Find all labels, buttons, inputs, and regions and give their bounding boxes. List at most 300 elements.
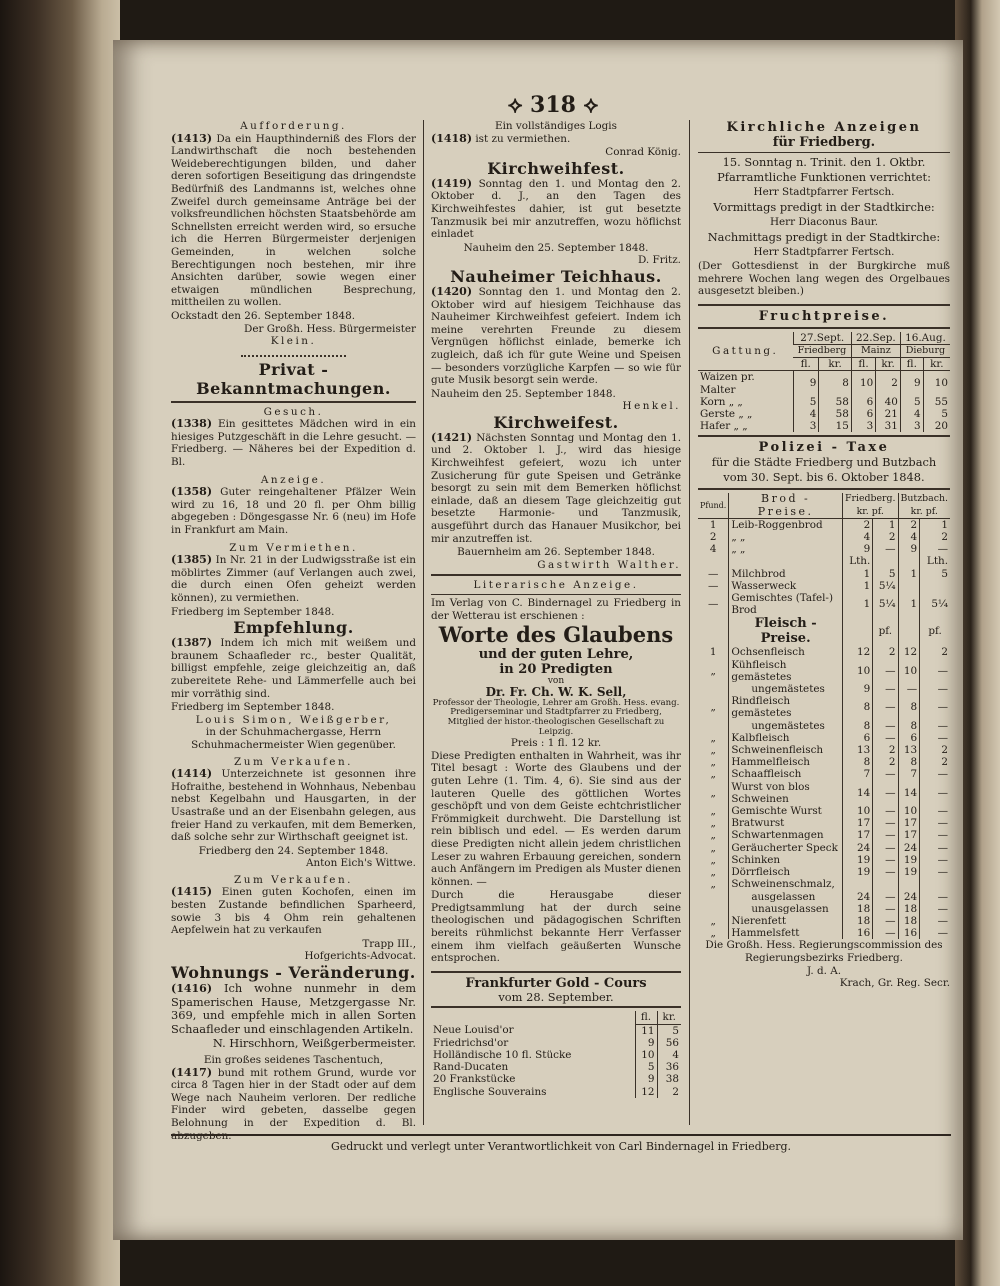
pfund-value: „ (710, 878, 716, 891)
page-number-text: 318 (530, 92, 576, 118)
ad-text: Da ein Haupthinderniß des Flors der Landwirthschaft die noch bestehenden Weideberechtigungen bilden, und daher deren sofortigen Beseitigung das dringendste Bedürfniß des Landmanns ist, welches ohne Zweifel durch gemeinsame Anträge bei der volksfreundlichen höchsten Staatsbehörde am Schnellsten erreicht werden wird, so ersuche ich die Herren Bürgermeister derjenigen Gemeinden, in welchen solche Berechtigungen noch bestehen, mir ihre Ansichten darüber, sowie wegen einer etwaigen mündlichen Besprechung, mittheilen zu wollen. (171, 132, 416, 309)
price-value: 2 (920, 531, 950, 543)
col-date-3: 16.Aug. (900, 332, 950, 345)
pfund-value: „ (710, 914, 716, 927)
pfund-value: 1 (709, 646, 717, 659)
price-value: 18 (842, 903, 872, 915)
privat-heading: Privat - Bekanntmachungen. (196, 359, 391, 398)
price-value: — (920, 854, 950, 866)
value-kr: 2 (657, 1086, 681, 1098)
col-unit: kr. pf. (856, 505, 884, 517)
col-gattung: Gattung. (698, 332, 793, 371)
price-value: — (873, 842, 898, 854)
table-row (698, 866, 950, 878)
coin-name: Holländische 10 fl. Stücke (433, 1049, 572, 1062)
pfund-value: — (707, 579, 719, 592)
table-row (698, 531, 950, 543)
price-value: 55 (923, 396, 950, 408)
price-value: 58 (819, 396, 851, 408)
price-value: 2 (873, 646, 898, 658)
ad-number: (1414) (171, 767, 213, 781)
ad-number: (1387) (171, 636, 213, 650)
price-value: 3 (851, 420, 875, 432)
table-row (698, 659, 950, 683)
price-value: 5 (923, 408, 950, 420)
price-value: 8 (898, 695, 920, 719)
ad-number: (1421) (431, 430, 473, 444)
price-value: 24 (842, 842, 872, 854)
pfund-value: 4 (709, 543, 717, 556)
price-value: 5 (873, 568, 898, 580)
bottom-rule (171, 1134, 951, 1136)
price-value: 5 (793, 396, 819, 408)
price-value: 10 (851, 371, 875, 396)
section-rule (171, 401, 416, 403)
table-row (698, 683, 950, 695)
price-value: 9 (842, 683, 872, 695)
coin-name: Friedrichsd'or (433, 1036, 509, 1049)
price-value: 3 (900, 420, 923, 432)
pfund-value: „ (710, 817, 716, 830)
empfehlung-heading: Empfehlung. (233, 618, 354, 638)
ad-number: (1417) (171, 1065, 213, 1079)
brod-heading: Brod - Preise. (729, 493, 843, 518)
table-row (698, 927, 950, 939)
value-fl: 11 (635, 1024, 657, 1037)
ad-number: (1338) (171, 417, 213, 431)
ad-text: Guter reingehaltener Pfälzer Wein wird zu 16, 18 und 20 fl. per Ohm billig abgegeben : Döngesgasse Nr. 6 (neu) im Hofe in Frankfurt am Main. (171, 486, 416, 537)
item-name: Leib-Roggenbrod (729, 518, 843, 531)
price-value: — (873, 695, 898, 719)
item-name: Schweinenschmalz, (729, 878, 843, 890)
price-value: 8 (842, 720, 872, 732)
price-value: — (873, 732, 898, 744)
price-value: — (920, 695, 950, 719)
price-value: 2 (920, 744, 950, 756)
column-1 (171, 120, 416, 1129)
price-value: — (873, 683, 898, 695)
price-value: — (920, 903, 950, 915)
signer: N. Hirschhorn, Weißgerbermeister. (212, 1036, 416, 1051)
grain-name: Gerste „ „ (700, 408, 753, 420)
place-date: Nauheim den 25. September 1848. (431, 387, 616, 400)
price-value (898, 580, 920, 592)
price-value: 14 (898, 781, 920, 805)
place-date: Friedberg im September 1848. (171, 701, 335, 714)
item-name: Bratwurst (729, 817, 843, 829)
col-unit: pf. (873, 616, 898, 646)
signer: Trapp III., (362, 937, 416, 950)
ad-text: Indem ich mich mit weißem und braunem Schaafleder rc., bester Qualität, billigst empfehle, zeige gleichzeitig an, daß zubereitete Rehe- und Lämmerfelle auch bei mir vorräthig sind. (171, 637, 416, 700)
price-value: 10 (898, 805, 920, 817)
coin-name: 20 Frankstücke (433, 1073, 516, 1086)
price-value: — (920, 891, 950, 903)
polizei-line: für die Städte Friedberg und Butzbach (711, 455, 937, 470)
ad-text: Ein gesittetes Mädchen wird in ein hiesiges Putzgeschäft in die Lehre gesucht. — Friedberg. — Näheres bei der Expedition d. Bl. (171, 418, 416, 469)
col-butzbach-label: Butzbach. (900, 493, 948, 505)
price-value: — (873, 854, 898, 866)
table-row (698, 592, 950, 616)
book-subtitle-2: in 20 Predigten (499, 662, 613, 678)
item-name (729, 555, 843, 567)
pfund-value (698, 555, 729, 567)
price-value: — (920, 720, 950, 732)
ad-text: Sonntag den 1. und Montag den 2. Oktober d. J., an den Tagen des Kirchweihfestes dahier, ist gut besetzte Tanzmusik bei mir anzutreffen, wozu höflichst einladet (431, 177, 681, 241)
price-value: 9 (793, 371, 819, 396)
price-value (873, 878, 898, 890)
table-row (431, 1073, 681, 1085)
price-value: 18 (842, 915, 872, 927)
price-value: 4 (898, 531, 920, 543)
kirchlich-line: Nachmittags predigt in der Stadtkirche: (707, 230, 941, 244)
ad-number: (1358) (171, 485, 213, 499)
price-value: 9 (900, 371, 923, 396)
price-value: — (920, 829, 950, 841)
table-row (698, 805, 950, 817)
ad-text: bund mit rothem Grund, wurde vor circa 8 Tagen hier in der Stadt oder auf dem Wege nach Nauheim verloren. Der redliche Finder wird gebeten, dasselbe gegen Belohnung in der Expedition d. Bl. (171, 1066, 416, 1129)
item-name: ungemästetes (729, 720, 843, 732)
pfund-value: „ (710, 829, 716, 842)
newspaper-page (113, 40, 963, 1240)
table-row (698, 842, 950, 854)
book-subtitle: und der guten Lehre, (478, 647, 634, 663)
signer: Louis Simon, Weißgerber, (195, 713, 392, 726)
pfund-value: — (707, 567, 719, 580)
price-value: 9 (842, 543, 872, 555)
price-value: 8 (842, 756, 872, 768)
teichhaus-heading: Nauheimer Teichhaus. (450, 266, 662, 286)
col-kr: kr. (819, 358, 851, 371)
price-value: — (920, 683, 950, 695)
col-fl: fl. (635, 1011, 657, 1024)
value-fl: 5 (635, 1061, 657, 1073)
signer: Conrad König. (605, 146, 681, 159)
price-value: 2 (920, 646, 950, 658)
price-value: — (920, 768, 950, 780)
price-value: 58 (819, 408, 851, 420)
ad-number: (1420) (431, 284, 473, 298)
col-date-1: 27.Sept. (793, 332, 851, 345)
kirchlich-person: Herr Diaconus Baur. (769, 216, 879, 228)
value-kr: 5 (657, 1024, 681, 1037)
item-name: Gemischtes (Tafel-) Brod (729, 592, 843, 616)
ad-text: Einen guten Kochofen, einen im besten Zustande befindlichen Sparheerd, sowie 3 bis 4 Ohm rein gehaltenen Aepfelwein hat zu verkaufen (171, 886, 416, 937)
verkaufen-heading: Zum Verkaufen. (234, 873, 353, 886)
item-name: Milchbrod (729, 568, 843, 580)
table-row (698, 420, 950, 432)
price-value: — (873, 927, 898, 939)
pfund-value: „ (710, 756, 716, 769)
price-value: 13 (898, 744, 920, 756)
item-name: Schinken (729, 854, 843, 866)
price-value: 2 (842, 518, 872, 531)
price-value: — (920, 915, 950, 927)
price-value: — (920, 543, 950, 555)
gold-heading: Frankfurter Gold - Cours (465, 975, 647, 991)
table-row (698, 756, 950, 768)
table-row (698, 768, 950, 780)
price-value: 2 (873, 531, 898, 543)
price-value: 5¹⁄₄ (873, 580, 898, 592)
ad-text: ist zu vermiethen. (475, 132, 571, 145)
price-value: 1 (898, 568, 920, 580)
price-value: 17 (842, 829, 872, 841)
price-value: 8 (842, 695, 872, 719)
value-kr: 4 (657, 1049, 681, 1061)
table-row (698, 744, 950, 756)
col-place-2: Mainz (851, 344, 900, 357)
price-value: 18 (898, 903, 920, 915)
price-value: — (920, 732, 950, 744)
price-value: 15 (819, 420, 851, 432)
table-row (698, 396, 950, 408)
place-date: Ockstadt den 26. September 1848. (171, 309, 356, 322)
coin-name: Englische Souverains (433, 1085, 547, 1098)
price-value: 18 (898, 915, 920, 927)
pfund-value: „ (710, 866, 716, 879)
pfund-value: „ (710, 805, 716, 818)
price-value: 17 (842, 817, 872, 829)
ad-1417 (171, 1067, 416, 1143)
ad-1416 (171, 982, 416, 1036)
kirchlich-note: (Der Gottesdienst in der Burgkirche muß mehrere Wochen lang wegen des Orgelbaues ausgesetzt bleiben.) (698, 260, 950, 298)
col-kr: kr. (657, 1011, 681, 1024)
col-fl: fl. (900, 358, 923, 371)
ad-text: Nächsten Sonntag und Montag den 1. und 2. Oktober l. J., wird das hiesige Kirchweihfest gefeiert, wozu ich unter Zusicherung für gute Speisen und Getränke besorgt zu sein mit dem Bemerken höflichst einlade, daß an diesem Tage gleichzeitig gut besetzte Harmonie- und Tanzmusik, ausgeführt durch das Hanauer Musikchor, bei mir anzutreffen ist. (431, 431, 681, 545)
section-rule (698, 152, 950, 153)
item-name: Schaaffleisch (729, 768, 843, 780)
item-name: ungemästetes (729, 683, 843, 695)
value-kr: 36 (657, 1061, 681, 1073)
table-row (698, 891, 950, 903)
table-row (698, 646, 950, 658)
table-row (698, 580, 950, 592)
price-value: Lth. (842, 555, 872, 567)
price-value: — (873, 781, 898, 805)
item-name: Schwartenmagen (729, 829, 843, 841)
price-value: 12 (898, 646, 920, 658)
anzeige-heading: Anzeige. (260, 473, 327, 486)
fleisch-footer: Die Großh. Hess. Regierungscommission des Regierungsbezirks Friedberg. (705, 939, 943, 964)
pfund-value: — (707, 598, 719, 611)
ad-1338 (171, 418, 416, 468)
price-value (898, 878, 920, 890)
price-value: — (898, 683, 920, 695)
col-friedberg-label: Friedberg. (844, 493, 896, 505)
coin-name: Rand-Ducaten (433, 1061, 509, 1074)
price-value: — (873, 805, 898, 817)
col-butzbach (898, 493, 950, 518)
pfund-value (698, 683, 729, 695)
literarisch-intro: Im Verlag von C. Bindernagel zu Friedberg in der Wetterau ist erschienen : (431, 597, 681, 622)
price-value: 14 (842, 781, 872, 805)
price-value (920, 878, 950, 890)
price-value: 24 (898, 842, 920, 854)
pfund-value: „ (710, 744, 716, 757)
value-fl: 9 (635, 1037, 657, 1049)
price-value: 31 (876, 420, 901, 432)
price-value: — (873, 720, 898, 732)
table-row (431, 1037, 681, 1049)
col-fl: fl. (793, 358, 819, 371)
price-value: 9 (898, 543, 920, 555)
price-value: 2 (873, 744, 898, 756)
signer: Gastwirth Walther. (537, 558, 681, 571)
price-value: 2 (876, 371, 901, 396)
kirchlich-heading: Kirchliche Anzeigen (726, 120, 922, 135)
price-value: 16 (842, 927, 872, 939)
place-date: Bauernheim am 26. September 1848. (457, 546, 655, 559)
item-name: unausgelassen (729, 903, 843, 915)
kirchweifest-heading: Kirchweifest. (493, 412, 619, 432)
price-value: 40 (876, 396, 901, 408)
section-rule (431, 574, 681, 576)
table-row (698, 518, 950, 531)
price-value (898, 555, 920, 567)
price-value: 20 (923, 420, 950, 432)
price-value: 10 (898, 659, 920, 683)
book-von: von (547, 676, 565, 687)
table-row (698, 854, 950, 866)
table-row (698, 732, 950, 744)
table-row (698, 720, 950, 732)
item-name: Kalbfleisch (729, 732, 843, 744)
table-row (698, 568, 950, 580)
signer: D. Fritz. (637, 254, 681, 267)
ad-number: (1418) (431, 131, 473, 145)
price-value: 21 (876, 408, 901, 420)
polizei-heading: Polizei - Taxe (758, 440, 890, 456)
ad-number: (1416) (171, 982, 213, 996)
pfund-value (698, 720, 729, 732)
value-kr: 38 (657, 1073, 681, 1085)
price-value: 2 (873, 756, 898, 768)
vermiethen-heading: Zum Vermiethen. (229, 541, 358, 554)
price-value: — (920, 781, 950, 805)
price-value: 2 (920, 756, 950, 768)
price-value: — (920, 817, 950, 829)
price-value: 1 (920, 518, 950, 531)
coin-name: Neue Louisd'or (433, 1024, 514, 1037)
gold-table (431, 1011, 681, 1097)
grain-name: Korn „ „ (700, 395, 743, 408)
frucht-heading: Fruchtpreise. (758, 308, 890, 324)
price-value: 10 (842, 805, 872, 817)
col-fl: fl. (851, 358, 875, 371)
item-name: Geräucherter Speck (729, 842, 843, 854)
col-kr: kr. (923, 358, 950, 371)
price-value: 24 (898, 891, 920, 903)
item-name: Hammelsfett (729, 927, 843, 939)
col-place-3: Dieburg (900, 344, 950, 357)
price-value (920, 580, 950, 592)
item-name: Wurst von blos Schweinen (729, 781, 843, 805)
item-name: Hammelfleisch (729, 756, 843, 768)
table-row (698, 915, 950, 927)
column-2 (431, 120, 681, 1125)
ad-1358 (171, 486, 416, 536)
ad-1419 (431, 178, 681, 241)
table-row (698, 817, 950, 829)
price-value: 13 (842, 744, 872, 756)
gesuch-heading: Gesuch. (263, 405, 324, 418)
price-value: 5 (920, 568, 950, 580)
table-row (698, 543, 950, 555)
book-edge-left (0, 0, 120, 1286)
price-value: — (920, 659, 950, 683)
price-value: 8 (819, 371, 851, 396)
section-divider (241, 351, 346, 357)
gold-date: vom 28. September. (498, 989, 614, 1004)
price-value: 10 (923, 371, 950, 396)
pfund-value: „ (710, 768, 716, 781)
grain-name: Hafer „ „ (700, 420, 748, 433)
price-value: — (873, 903, 898, 915)
ad-number: (1385) (171, 553, 213, 567)
kirchweih-heading: Kirchweihfest. (487, 158, 625, 178)
col-pfund: Pfund. (698, 493, 729, 518)
table-row (698, 408, 950, 420)
price-value: 12 (842, 646, 872, 658)
kirchlich-sunday: 15. Sonntag n. Trinit. den 1. Oktbr. (722, 155, 926, 169)
pfund-value: „ (710, 841, 716, 854)
price-value: 1 (842, 592, 872, 616)
price-value: 7 (842, 768, 872, 780)
price-value: — (920, 805, 950, 817)
ad-text: Unterzeichnete ist gesonnen ihre Hofraithe, bestehend in Wohnhaus, Nebenbau nebst Kegelbahn und Hausgarten, in der Usastraße und an der Eisenbahn gelegen, aus freier Hand zu verkaufen, mit dem Bemerken, daß solche sehr zur Wirthschaft geeignet ist. (171, 768, 416, 844)
section-rule (431, 971, 681, 973)
item-name: Rindfleisch gemästetes (729, 695, 843, 719)
grain-name: Waizen pr. Malter (700, 371, 755, 396)
price-value: 17 (898, 817, 920, 829)
ad-text: In Nr. 21 in der Ludwigsstraße ist ein möblirtes Zimmer (auf Verlangen auch zwei, die durch einen Ofen geheizt werden können), zu vermiethen. (171, 554, 416, 604)
item-name: „ „ (729, 531, 843, 543)
price-value: 19 (898, 866, 920, 878)
table-row (698, 555, 950, 567)
price-value: 6 (851, 408, 875, 420)
tuch-heading: Ein großes seidenes Taschentuch, (203, 1054, 384, 1066)
ad-1420 (431, 286, 681, 387)
kirchlich-person: Herr Stadtpfarrer Fertsch. (753, 246, 895, 258)
price-value: 4 (793, 408, 819, 420)
ad-text: Sonntag den 1. und Montag den 2. Oktober wird auf hiesigem Teichhause das Nauheimer Kirchweihfest gefeiert. Indem ich meine verehrten Freunde zu diesem Vergnügen höflichst einlade, bemerke ich zugleich, daß ich für gute Weine und Speisen — besonders vorzügliche Karpfen — so wie für gute Musik besorgt sein werde. (431, 285, 681, 387)
table-row (698, 903, 950, 915)
item-name: Ochsenfleisch (729, 646, 843, 658)
col-friedberg (842, 493, 898, 518)
item-name: Wasserweck (729, 580, 843, 592)
ad-number: (1413) (171, 131, 213, 145)
ad-number: (1419) (431, 176, 473, 190)
brod-table (698, 493, 950, 939)
col-unit: kr. pf. (910, 505, 938, 517)
price-value: — (873, 543, 898, 555)
place-date: Friedberg den 24. September 1848. (198, 844, 389, 857)
price-value: — (873, 768, 898, 780)
price-value: 8 (898, 756, 920, 768)
price-value: 16 (898, 927, 920, 939)
column-3 (698, 120, 950, 1125)
price-value: — (873, 866, 898, 878)
table-row (698, 695, 950, 719)
table-row (698, 878, 950, 890)
value-kr: 56 (657, 1037, 681, 1049)
table-row (431, 1024, 681, 1037)
price-value: 1 (842, 568, 872, 580)
price-value: 6 (842, 732, 872, 744)
signer: Anton Eich's Wittwe. (305, 857, 416, 870)
kirchlich-subheading: für Friedberg. (772, 135, 876, 150)
price-value: Lth. (920, 555, 950, 567)
